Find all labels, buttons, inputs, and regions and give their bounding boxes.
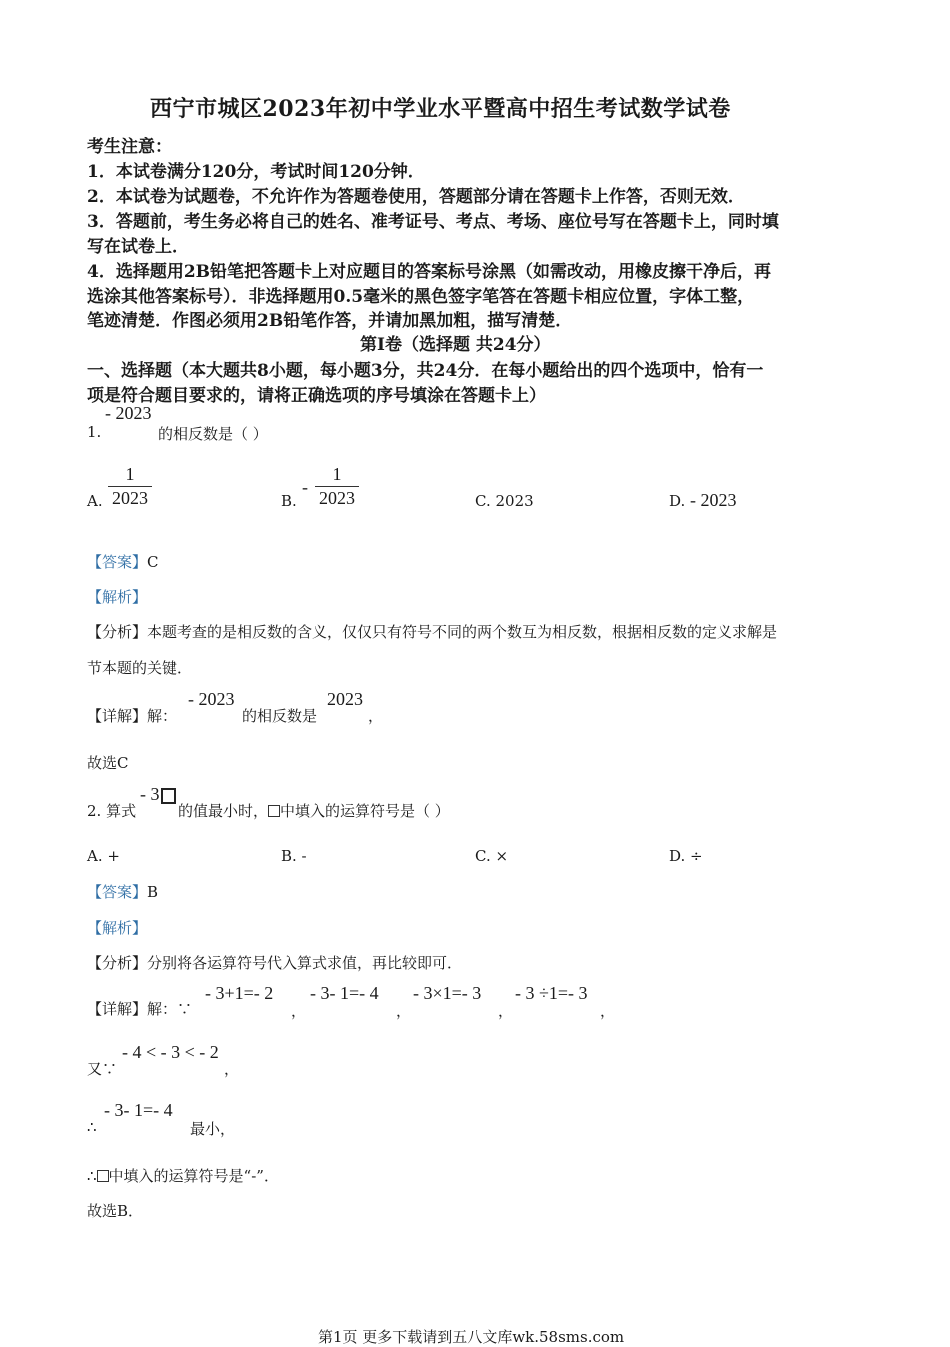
q2-calc-1: - 3+1=- 2: [205, 983, 274, 1003]
blank-box-icon: [161, 788, 176, 804]
q2-expression-value: - 3: [140, 784, 160, 804]
q2-calc-2: - 3- 1=- 4: [310, 983, 379, 1003]
notice-item-4-line-1: 4．选择题用2B铅笔把答题卡上对应题目的答案标号涂黑（如需改动，用橡皮擦干净后，再: [87, 262, 772, 282]
q2-detail-prefix: 【详解】解：∵: [87, 1000, 193, 1018]
q1-conclusion: 故选C: [87, 754, 129, 772]
comma: ，: [396, 1002, 412, 1020]
comma: ，: [224, 1060, 240, 1078]
q2-option-b: B. -: [281, 847, 307, 865]
section-line-1: 一、选择题（本大题共8小题，每小题3分，共24分．在每小题给出的四个选项中，恰有一: [87, 361, 764, 381]
q2-calc-3: - 3×1=- 3: [413, 983, 482, 1003]
notice-heading: 考生注意：: [87, 137, 172, 157]
q2-stem: [178, 800, 450, 821]
notice-item-3-line-1: 3．答题前，考生务必将自己的姓名、准考证号、考点、考场、座位号写在答题卡上，同时填: [87, 212, 779, 232]
q1-fenxi-line-2: 节本题的关键．: [87, 659, 193, 677]
q1-option-b-numerator: 1: [332, 464, 342, 484]
q1-option-d-value: - 2023: [690, 490, 737, 510]
q2-fenxi: 【分析】分别将各运算符号代入算式求值，再比较即可．: [87, 954, 463, 972]
q2-min-expr: - 3- 1=- 4: [104, 1100, 173, 1120]
q2-stem-part-1: 的值最小时，: [178, 802, 269, 820]
notice-item-2: 2．本试卷为试题卷，不允许作为答题卷使用，答题部分请在答题卡上作答，否则无效．: [87, 187, 745, 207]
fraction-bar: [108, 486, 152, 487]
q1-detail-prefix: 【详解】解：: [87, 707, 178, 725]
notice-item-3-line-2: 写在试卷上．: [87, 237, 189, 257]
page-title: 西宁市城区2023年初中学业水平暨高中招生考试数学试卷: [150, 96, 731, 122]
q2-analysis-tag: 【解析】: [87, 919, 148, 937]
notice-item-1: 1．本试卷满分120分，考试时间120分钟．: [87, 162, 425, 182]
answer-value: C: [147, 553, 159, 571]
q1-option-a-label: A.: [87, 492, 103, 510]
q1-detail-expr-1: - 2023: [188, 689, 235, 709]
q1-option-a-denominator: 2023: [112, 488, 148, 508]
section-line-2: 项是符合题目要求的，请将正确选项的序号填涂在答题卡上）: [87, 386, 546, 406]
answer-tag: 【答案】: [87, 883, 148, 901]
q1-option-b-denominator: 2023: [319, 488, 355, 508]
therefore-symbol: ∴: [87, 1167, 97, 1185]
fraction-bar: [315, 486, 359, 487]
q2-answer: [87, 881, 158, 902]
q1-option-c: C. 2023: [475, 492, 534, 510]
q2-conclusion: 故选B．: [87, 1202, 144, 1220]
q1-option-a-numerator: 1: [125, 464, 135, 484]
page-footer: 第1页 更多下载请到五八文库wk.58sms.com: [318, 1328, 625, 1346]
q2-fill-line: [87, 1165, 279, 1186]
q1-answer: [87, 551, 159, 572]
q1-detail-mid: 的相反数是: [242, 707, 318, 725]
q1-option-d-label: D.: [669, 492, 686, 510]
comma: ，: [600, 1002, 616, 1020]
q1-detail-end: ，: [368, 707, 384, 725]
q2-stem-part-2: 中填入的运算符号是（ ）: [280, 802, 450, 820]
q1-detail-expr-2: 2023: [327, 689, 363, 709]
comma: ，: [291, 1002, 307, 1020]
q2-number: 2. 算式: [87, 802, 137, 820]
comma: ，: [498, 1002, 514, 1020]
q2-min-text: 最小，: [190, 1120, 236, 1138]
q2-option-a: A. +: [87, 847, 120, 865]
q2-therefore: ∴: [87, 1118, 97, 1136]
q2-option-d: D. ÷: [669, 847, 703, 865]
q1-stem: 的相反数是（ ）: [158, 425, 268, 443]
small-box-icon: [97, 1170, 109, 1182]
answer-tag: 【答案】: [87, 553, 148, 571]
notice-item-4-line-2: 选涂其他答案标号）．非选择题用0.5毫米的黑色签字笔答在答题卡相应位置，字体工整，: [87, 287, 755, 307]
notice-item-4-line-3: 笔迹清楚．作图必须用2B铅笔作答，并请加黑加粗，描写清楚．: [87, 311, 573, 331]
small-box-icon: [268, 805, 280, 817]
q1-fenxi-line-1: 【分析】本题考查的是相反数的含义，仅仅只有符号不同的两个数互为相反数，根据相反数的定义求解是: [87, 623, 778, 641]
q2-again-prefix: 又∵: [87, 1060, 118, 1078]
q1-analysis-tag: 【解析】: [87, 588, 148, 606]
q1-number: 1.: [87, 423, 102, 441]
q2-option-c: C. ×: [475, 847, 509, 865]
q1-option-b-sign: -: [302, 477, 308, 497]
q2-calc-4: - 3 ÷1=- 3: [515, 983, 588, 1003]
q1-option-b-label: B.: [281, 492, 297, 510]
q1-option-a-fraction: [108, 464, 152, 509]
answer-value: B: [147, 883, 159, 901]
volume-heading: 第Ⅰ卷（选择题 共24分）: [360, 335, 551, 355]
q1-option-b-fraction: [315, 464, 359, 509]
q2-expression: [140, 784, 176, 805]
q2-compare: - 4 < - 3 < - 2: [122, 1042, 219, 1062]
q2-fill-text: 中填入的运算符号是“-”．: [108, 1167, 279, 1185]
q1-expression: - 2023: [105, 403, 152, 423]
